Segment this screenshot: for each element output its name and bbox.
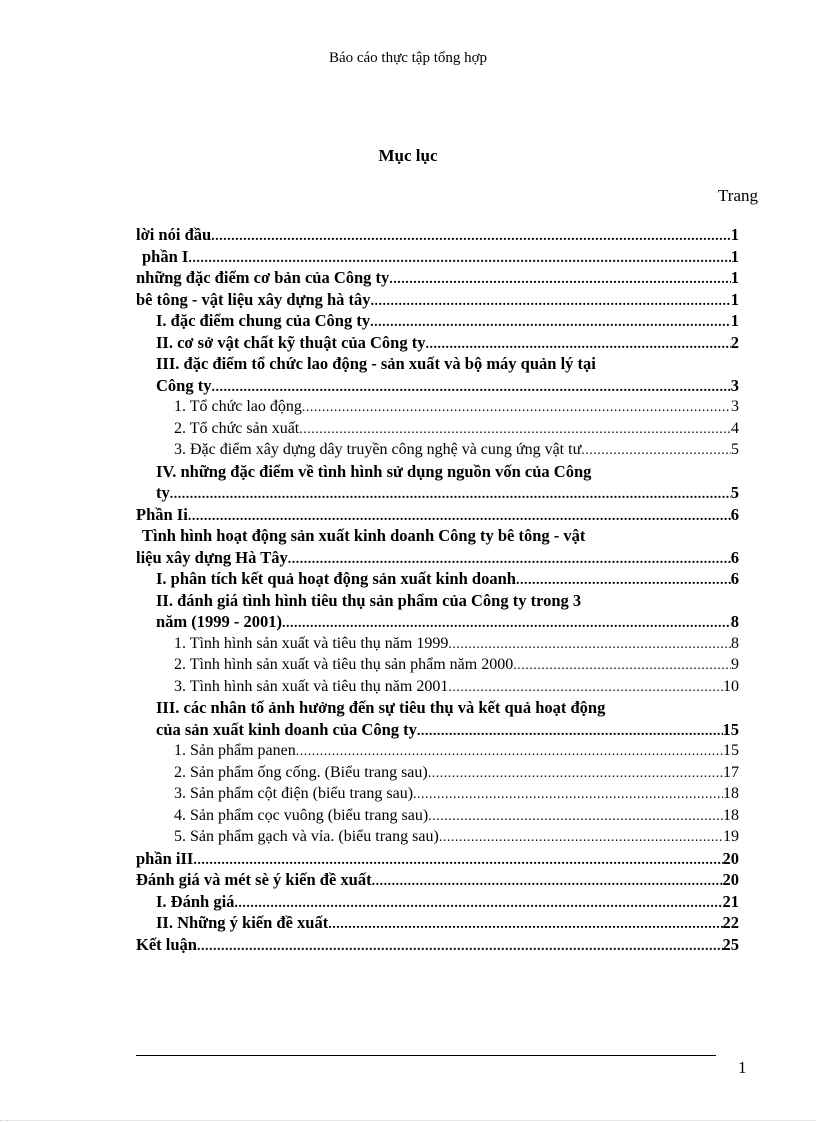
toc-entry-text: I. đặc điểm chung của Công ty	[156, 311, 371, 330]
toc-entry[interactable]	[136, 525, 739, 547]
toc-entry-text: Đánh giá và mét sè ý kiến đề xuất	[136, 870, 372, 889]
toc-leader	[299, 419, 731, 440]
toc-entry-text: I. Đánh giá	[156, 891, 235, 911]
toc-entry-text: ty	[156, 483, 170, 502]
table-of-contents	[136, 224, 739, 955]
toc-entry-text: phần I	[142, 246, 189, 266]
toc-entry-text: 2. Sản phẩm ống cống. (Biểu trang sau)	[174, 763, 428, 781]
toc-entry[interactable]	[136, 826, 739, 848]
toc-entry-page: 1	[730, 246, 739, 266]
toc-entry-text: 1. Tổ chức lao động	[174, 398, 302, 415]
toc-entry-page: 6	[730, 504, 739, 524]
toc-entry-page: 1	[730, 268, 739, 287]
toc-entry-text: 3. Tình hình sản xuất và tiêu thụ năm 2001	[174, 677, 449, 695]
toc-entry-page: 8	[731, 634, 739, 652]
toc-entry-page: 6	[730, 569, 739, 588]
toc-entry-page: 18	[723, 785, 739, 802]
toc-leader	[296, 741, 723, 762]
toc-entry[interactable]	[136, 869, 739, 891]
toc-entry-text: lời nói đầu	[136, 225, 212, 244]
toc-entry-text: 2. Tổ chức sản xuất	[174, 419, 300, 437]
toc-entry[interactable]	[136, 848, 739, 870]
toc-entry[interactable]	[136, 762, 739, 784]
toc-leader	[170, 484, 731, 504]
toc-entry[interactable]	[136, 891, 739, 913]
toc-entry-page: 9	[731, 656, 739, 673]
page-bottom-edge	[0, 1120, 816, 1121]
toc-leader	[448, 677, 723, 698]
toc-entry-text: của sản xuất kinh doanh của Công ty	[156, 719, 417, 739]
toc-entry-text: II. cơ sở vật chất kỹ thuật của Công ty	[156, 332, 426, 352]
toc-entry-text: 5. Sản phẩm gạch và vỉa. (biểu trang sau)	[174, 828, 439, 845]
toc-entry-text: 1. Sản phẩm panen	[174, 742, 296, 759]
toc-entry-page: 20	[722, 870, 739, 889]
toc-entry[interactable]	[136, 353, 739, 375]
toc-leader	[370, 312, 731, 332]
toc-leader	[417, 721, 723, 741]
toc-entry-page: 15	[722, 719, 739, 739]
toc-leader	[448, 634, 731, 655]
toc-entry-text: 3. Sản phẩm cột điện (biểu trang sau)	[174, 785, 414, 802]
toc-entry-text: Công ty	[156, 375, 212, 395]
toc-entry[interactable]	[136, 934, 739, 956]
toc-entry-page: 18	[723, 806, 739, 824]
toc-entry-page: 1	[730, 225, 739, 244]
toc-entry-text: liệu xây dựng Hà Tây	[136, 547, 288, 567]
toc-entry[interactable]	[136, 396, 739, 418]
toc-entry-page: 5	[730, 483, 739, 502]
running-header: Báo cáo thực tập tổng hợp	[328, 50, 488, 66]
toc-entry-text: III. đặc điểm tổ chức lao động - sản xuất và bộ máy quản lý tại	[156, 354, 596, 373]
toc-entry-page: 25	[722, 934, 739, 954]
toc-entry[interactable]	[136, 740, 739, 762]
toc-entry-page: 3	[730, 375, 739, 395]
toc-leader	[288, 549, 731, 569]
toc-entry-page: 6	[730, 547, 739, 567]
toc-entry-page: 1	[730, 289, 739, 309]
toc-entry-page: 19	[723, 828, 739, 845]
toc-leader	[372, 871, 723, 891]
toc-entry[interactable]	[136, 461, 739, 483]
toc-entry-text: IV. những đặc điểm về tình hình sử dụng nguồn vốn của Công	[156, 461, 592, 481]
toc-entry[interactable]	[136, 783, 739, 805]
toc-entry-text: Kết luận	[136, 934, 197, 954]
toc-entry-page: 17	[723, 763, 739, 781]
toc-entry-page: 22	[722, 913, 739, 932]
toc-entry[interactable]	[136, 439, 739, 461]
toc-entry-page: 2	[730, 332, 739, 352]
toc-entry-text: II. Những ý kiến đề xuất	[156, 913, 329, 932]
toc-entry-page: 21	[722, 891, 739, 911]
toc-leader	[234, 893, 722, 913]
toc-entry[interactable]	[136, 482, 739, 504]
toc-leader	[425, 334, 730, 354]
toc-entry[interactable]	[136, 912, 739, 934]
toc-leader	[188, 506, 731, 526]
toc-entry[interactable]	[136, 246, 739, 268]
toc-entry[interactable]	[136, 697, 739, 719]
toc-leader	[516, 570, 731, 590]
toc-entry[interactable]	[136, 676, 739, 698]
toc-leader	[428, 763, 723, 784]
footer-divider	[136, 1055, 716, 1056]
toc-entry-page: 20	[722, 848, 739, 868]
page-column-label: Trang	[718, 186, 758, 205]
toc-entry[interactable]	[136, 418, 739, 440]
toc-entry-page: 8	[730, 612, 739, 631]
page-title: Mục lục	[378, 146, 438, 165]
toc-leader	[428, 806, 723, 827]
toc-entry-text: bê tông - vật liệu xây dựng hà tây	[136, 289, 371, 309]
toc-leader	[413, 784, 723, 805]
toc-entry-text: II. đánh giá tình hình tiêu thụ sản phẩm của Công ty trong 3	[156, 590, 582, 610]
toc-entry-page: 5	[731, 441, 739, 458]
toc-leader	[188, 248, 730, 268]
toc-leader	[328, 914, 722, 934]
toc-entry[interactable]	[136, 568, 739, 590]
toc-entry-text: 2. Tình hình sản xuất và tiêu thụ sản phẩm năm 2000	[174, 656, 514, 673]
toc-entry-page: 10	[723, 677, 739, 695]
toc-entry[interactable]	[136, 633, 739, 655]
toc-entry-text: 3. Đặc điểm xây dựng dây truyền công nghệ và cung ứng vật tư	[174, 441, 582, 458]
toc-leader	[581, 440, 731, 461]
toc-entry[interactable]	[136, 590, 739, 612]
toc-entry-text: 1. Tình hình sản xuất và tiêu thụ năm 1999	[174, 634, 449, 652]
toc-entry-text: những đặc điểm cơ bản của Công ty	[136, 268, 390, 287]
toc-entry-text: III. các nhân tố ảnh hưởng đến sự tiêu thụ và kết quả hoạt động	[156, 698, 606, 717]
toc-entry[interactable]	[136, 805, 739, 827]
toc-entry[interactable]	[136, 547, 739, 569]
toc-entry-text: 4. Sản phẩm cọc vuông (biểu trang sau)	[174, 806, 429, 824]
toc-entry-text: năm (1999 - 2001)	[156, 612, 283, 631]
toc-leader	[371, 291, 731, 311]
toc-entry-page: 4	[731, 419, 739, 437]
toc-leader	[513, 655, 731, 676]
toc-entry[interactable]	[136, 611, 739, 633]
toc-leader	[193, 850, 722, 870]
toc-entry[interactable]	[136, 719, 739, 741]
toc-leader	[389, 269, 730, 289]
toc-leader	[211, 377, 730, 397]
toc-entry-page: 15	[723, 742, 739, 759]
toc-entry[interactable]	[136, 654, 739, 676]
toc-entry-page: 1	[730, 311, 739, 330]
toc-leader	[282, 613, 731, 633]
toc-leader	[439, 827, 723, 848]
toc-entry[interactable]	[136, 332, 739, 354]
toc-entry[interactable]	[136, 224, 739, 246]
toc-entry-page: 3	[731, 398, 739, 415]
toc-entry-text: Tình hình hoạt động sản xuất kinh doanh Công ty bê tông - vật	[142, 526, 586, 545]
toc-entry-text: Phần Ii	[136, 504, 188, 524]
toc-entry[interactable]	[136, 504, 739, 526]
toc-leader	[302, 397, 731, 418]
toc-entry-text: I. phân tích kết quả hoạt động sản xuất kinh doanh	[156, 569, 516, 588]
toc-leader	[197, 936, 723, 956]
toc-entry[interactable]	[136, 289, 739, 311]
toc-entry[interactable]	[136, 267, 739, 289]
toc-entry[interactable]	[136, 310, 739, 332]
toc-entry-text: phần iII	[136, 848, 194, 868]
toc-entry[interactable]	[136, 375, 739, 397]
toc-leader	[211, 226, 731, 246]
page-number: 1	[738, 1058, 747, 1077]
